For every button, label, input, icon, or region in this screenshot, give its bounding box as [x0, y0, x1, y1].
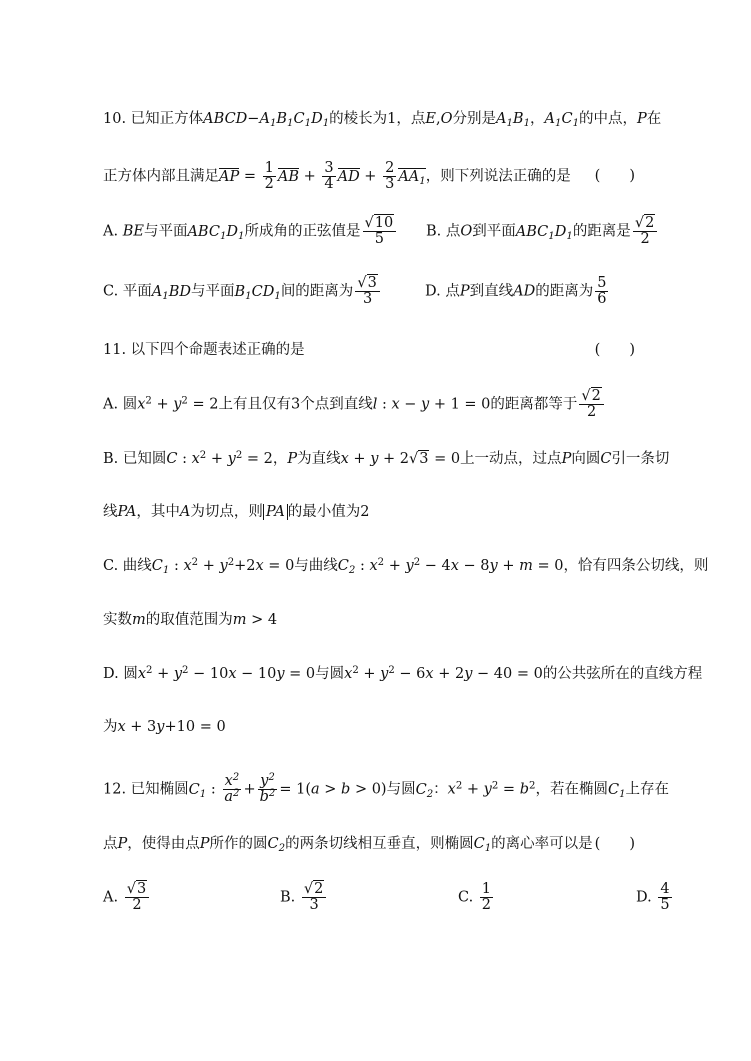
abs-pa: PA — [263, 504, 288, 520]
q12-line-2 — [103, 836, 693, 855]
fraction-sqrt3-over-3 — [355, 276, 379, 307]
radicand: 2 — [314, 881, 324, 897]
fraction-5-over-6 — [595, 276, 608, 307]
q10-option-c — [103, 276, 382, 307]
q11-option-b-line-2 — [103, 505, 693, 520]
option-label: B. — [103, 451, 119, 467]
numerator: √2 — [633, 216, 657, 232]
radicand: 3 — [136, 881, 147, 897]
numerator: √2 — [579, 389, 603, 405]
q12-option-a — [103, 882, 151, 913]
q12-text: 与圆 — [386, 781, 416, 798]
q10-option-b — [426, 216, 659, 247]
option-label: C. — [103, 558, 119, 574]
min-value: 2 — [360, 504, 370, 520]
option-text: 的公共弦所在的直线方程 — [542, 666, 703, 682]
option-text: 圆 — [123, 666, 138, 682]
segment-be: BE — [122, 223, 144, 240]
fraction-sqrt2-over-2 — [579, 389, 603, 420]
fraction-4-over-5 — [658, 882, 671, 913]
numerator: 2 — [385, 160, 395, 176]
numerator: 4 — [660, 881, 670, 897]
point-a: A — [179, 504, 191, 520]
numerator: 1 — [264, 160, 274, 176]
option-text: 与曲线 — [294, 558, 338, 574]
q10-text: 已知正方体 — [130, 111, 204, 127]
option-text: 为切点，则 — [190, 504, 263, 520]
plane-abc1d1: $ABC_1D_1$ — [515, 223, 573, 242]
option-text: 圆 — [122, 396, 138, 413]
cube-top-face: $A_1B_1C_1D_1$ — [259, 111, 330, 130]
q12-text: 的两条切线相互垂直，则椭圆 — [285, 836, 474, 852]
option-text: ，其中 — [136, 504, 180, 520]
fraction-coef-1 — [263, 161, 276, 192]
denominator: $b^2$ — [259, 788, 276, 806]
option-text: 已知圆 — [122, 451, 167, 467]
denominator: 2 — [587, 404, 597, 421]
q12-text: ，若在椭圆 — [535, 781, 608, 798]
option-text: 的最小值为 — [287, 504, 361, 520]
q12-option-c — [458, 882, 495, 913]
option-text: 实数 — [103, 612, 132, 628]
q12-answer-paren: ( ) — [594, 836, 635, 852]
segment-a1b1: $A_1B_1$ — [495, 111, 531, 130]
fraction-coef-3 — [383, 161, 396, 192]
plane-abc1d1: $ABC_1D_1$ — [187, 223, 245, 242]
fraction-sqrt2-over-2 — [633, 216, 657, 247]
option-text: 个点到直线 — [300, 396, 373, 413]
denominator: 4 — [324, 176, 334, 193]
equation-circle-2: x — [344, 666, 353, 682]
q12-text: 上存在 — [625, 781, 670, 798]
vector-ap: AP — [219, 168, 240, 185]
q12-number: 12. — [103, 781, 127, 798]
q11-answer-paren: ( ) — [594, 342, 635, 358]
numerator: √3 — [125, 882, 149, 898]
equation-line: x — [340, 451, 349, 467]
option-text: 与平面 — [143, 223, 188, 240]
fraction-sqrt2-over-3 — [302, 882, 326, 913]
q10-text: 正方体内部且满足 — [103, 168, 219, 185]
option-label: D. — [636, 889, 652, 906]
equation-circle: x — [137, 396, 146, 413]
equation-circle-1: x — [137, 666, 147, 682]
option-text: 曲线 — [122, 558, 152, 574]
q10-text: 分别是 — [452, 111, 496, 127]
circle-c2: $C_2$ — [267, 836, 286, 855]
option-label: A. — [103, 223, 119, 240]
option-text: 与平面 — [191, 283, 235, 300]
option-text: ， — [272, 451, 288, 467]
point-p: P — [117, 836, 128, 852]
option-label: B. — [426, 223, 442, 240]
q10-option-a — [103, 216, 398, 247]
option-label: C. — [103, 283, 119, 300]
denominator: 3 — [362, 291, 373, 308]
option-text: 平面 — [122, 283, 152, 300]
numerator: 3 — [324, 160, 334, 176]
q11-option-b-line-1: B. 已知圆C : $x^2 + y^2 = 2$，P为直线x + y + 2√3 = 0上一动点，过点P向圆C引一条切 — [103, 449, 670, 467]
option-text: 为直线 — [297, 451, 341, 467]
plane-a1bd: $A_1BD$ — [151, 283, 192, 302]
q10-text: ，点 — [396, 111, 426, 127]
points-eo: E — [425, 111, 436, 127]
q12-line-1: 12. 已知椭圆$C_1$ : $\frac{x^2}{a^2}$ + $\frac{y^2}{b^2}$ = 1(a > b > 0)与圆$C_2$：$x^2 + y^2 = b^2$，若在椭圆$C_1$上存在 — [103, 771, 670, 806]
option-text: 的取值范围为 — [145, 612, 233, 628]
option-text: 上有且仅有 — [218, 396, 291, 413]
q11-option-a: A. 圆$x^2 + y^2 = 2$上有且仅有3个点到直线l : x − y + 1 = 0的距离都等于 $\frac{√2}{2}$ — [103, 389, 693, 420]
q10-option-d — [425, 276, 610, 307]
q11-option-c-line-2: 实数m的取值范围为m > 4 — [103, 612, 278, 628]
q10-number: 10. — [103, 111, 127, 127]
q10-line-2: 正方体内部且满足AP = $\frac{1}{2}$ AB + $\frac{3}{4}$ AD + $\frac{2}{3}$ $AA_1$，则下列说法正确的是 ( ) — [103, 160, 635, 193]
denominator: 2 — [132, 897, 142, 914]
q12-text: 所作的圆 — [209, 836, 268, 852]
q10-line-1: 10. 已知正方体$ABCD-A_1B_1C_1D_1$的棱长为1，点E,O分别是$A_1B_1$，$A_1C_1$的中点，P在 — [103, 111, 662, 130]
option-text: 向圆 — [571, 451, 601, 467]
plane-b1cd1: $B_1CD_1$ — [234, 283, 281, 302]
ellipse-c1: $C_1$ — [188, 781, 207, 800]
numerator: $y^2$ — [260, 771, 275, 789]
point-p: P — [287, 451, 298, 467]
q10-text: 在 — [646, 111, 662, 127]
option-text: 到平面 — [472, 223, 516, 240]
option-label: A. — [103, 889, 119, 906]
fraction-sqrt3-over-2 — [125, 882, 149, 913]
ellipse-c1: $C_1$ — [473, 836, 492, 855]
q10-text: ，则下列说法正确的是 — [425, 168, 571, 185]
q11-option-d-line-1: D. 圆$x^2 + y^2 - 10x - 10y = 0$与圆$x^2 + y^2 - 6x + 2y - 40 = 0$的公共弦所在的直线方程 — [103, 664, 703, 682]
denominator: $a^2$ — [224, 788, 240, 806]
numerator: √2 — [302, 882, 326, 898]
numerator: 5 — [597, 275, 607, 291]
option-label: D. — [425, 283, 441, 300]
q10-options-ab — [103, 216, 693, 247]
vector-aa1: $AA_1$ — [398, 168, 426, 187]
denominator: 2 — [264, 176, 274, 193]
option-text: 的距离为 — [535, 283, 594, 300]
inequality-m: m — [232, 612, 247, 628]
denominator: 3 — [309, 897, 319, 914]
option-text: 线 — [103, 504, 118, 520]
equation-curve-c2: $C_2$ — [337, 558, 356, 577]
point-p: P — [561, 451, 572, 467]
q11-option-c-line-1: C. 曲线$C_1$ : $x^2 + y^2+2x = 0$与曲线$C_2$ : $x^2 + y^2 - 4x - 8y + m = 0$，恰有四条公切线，则 — [103, 556, 709, 577]
edge-length: 1 — [387, 111, 397, 127]
radicand: 3 — [367, 275, 377, 291]
option-text: 所成角的正弦值是 — [244, 223, 361, 240]
q10-options-cd — [103, 276, 693, 307]
q11-stem-line — [103, 343, 693, 358]
radicand: 2 — [645, 215, 655, 231]
option-text: 间的距离为 — [280, 283, 354, 300]
radicand: 10 — [374, 215, 394, 231]
numerator: 1 — [481, 881, 492, 897]
q12-text: 已知椭圆 — [130, 781, 189, 798]
q12-option-d — [636, 882, 674, 913]
denominator: 6 — [597, 291, 607, 308]
q11-stem: 以下四个命题表述正确的是 — [130, 342, 305, 358]
option-label: A. — [103, 396, 119, 413]
numerator: √10 — [363, 216, 397, 232]
option-text: 的距离都等于 — [490, 396, 578, 413]
line-ad: AD — [513, 283, 536, 300]
q11-option-d-line-2: 为x + 3y+10 = 0 — [103, 719, 226, 735]
numerator: $x^2$ — [224, 771, 240, 789]
equation-common-chord: x — [117, 719, 126, 735]
equation-curve-c1: $C_1$ — [151, 558, 170, 577]
point-p: P — [637, 111, 647, 127]
fraction-y2-over-b2 — [258, 771, 278, 806]
point-o: O — [440, 111, 453, 127]
ellipse-c1: $C_1$ — [607, 781, 626, 800]
q12-option-b — [280, 882, 328, 913]
q12-text: 点 — [103, 836, 118, 852]
option-text: 到直线 — [469, 283, 514, 300]
circle-c2: $C_2$ — [415, 781, 434, 800]
fraction-x2-over-a2 — [222, 771, 241, 806]
option-text: 点 — [445, 223, 461, 240]
option-text: 与圆 — [315, 666, 345, 682]
point-count: 3 — [290, 396, 301, 413]
option-label: D. — [103, 666, 119, 682]
cube-name: ABCD — [203, 111, 248, 127]
option-text: 为 — [103, 719, 118, 735]
q11-number: 11. — [103, 342, 127, 358]
equation-circle-c: C — [166, 451, 178, 467]
option-label: C. — [458, 889, 474, 906]
fraction-sqrt10-over-5 — [363, 216, 397, 247]
q10-text: 的中点， — [579, 111, 638, 127]
q12-text: ，使得由点 — [127, 836, 200, 852]
q10-answer-paren: ( ) — [594, 168, 635, 184]
denominator: 5 — [660, 897, 670, 914]
denominator: 2 — [640, 231, 650, 248]
option-text: 点 — [445, 283, 460, 300]
fraction-coef-2 — [322, 161, 335, 192]
q10-text: 的棱长为 — [329, 111, 388, 127]
vector-ad: AD — [337, 168, 360, 185]
denominator: 3 — [385, 176, 395, 193]
option-text: 上一动点，过点 — [460, 451, 562, 467]
option-text: 的距离是 — [572, 223, 631, 240]
option-text: ，恰有四条公切线，则 — [563, 558, 709, 574]
circle-c: C — [600, 451, 612, 467]
equation-circle-c2: x — [447, 781, 456, 798]
numerator: √3 — [355, 276, 379, 292]
variable-m: m — [132, 612, 146, 628]
denominator: 2 — [481, 897, 492, 914]
option-label: B. — [280, 889, 296, 906]
point-p: P — [459, 283, 470, 300]
q10-text: ， — [530, 111, 545, 127]
segment-a1c1: $A_1C_1$ — [544, 111, 580, 130]
q12-text: 的离心率可以是 — [491, 836, 593, 852]
radicand: 2 — [591, 388, 601, 404]
point-p: P — [199, 836, 210, 852]
denominator: 5 — [374, 231, 384, 248]
segment-pa: PA — [117, 504, 137, 520]
vector-ab: AB — [277, 168, 299, 185]
equation-line-l: l — [372, 396, 378, 413]
point-o: O — [460, 223, 473, 240]
option-text: 引一条切 — [611, 451, 670, 467]
fraction-1-over-2 — [480, 882, 493, 913]
